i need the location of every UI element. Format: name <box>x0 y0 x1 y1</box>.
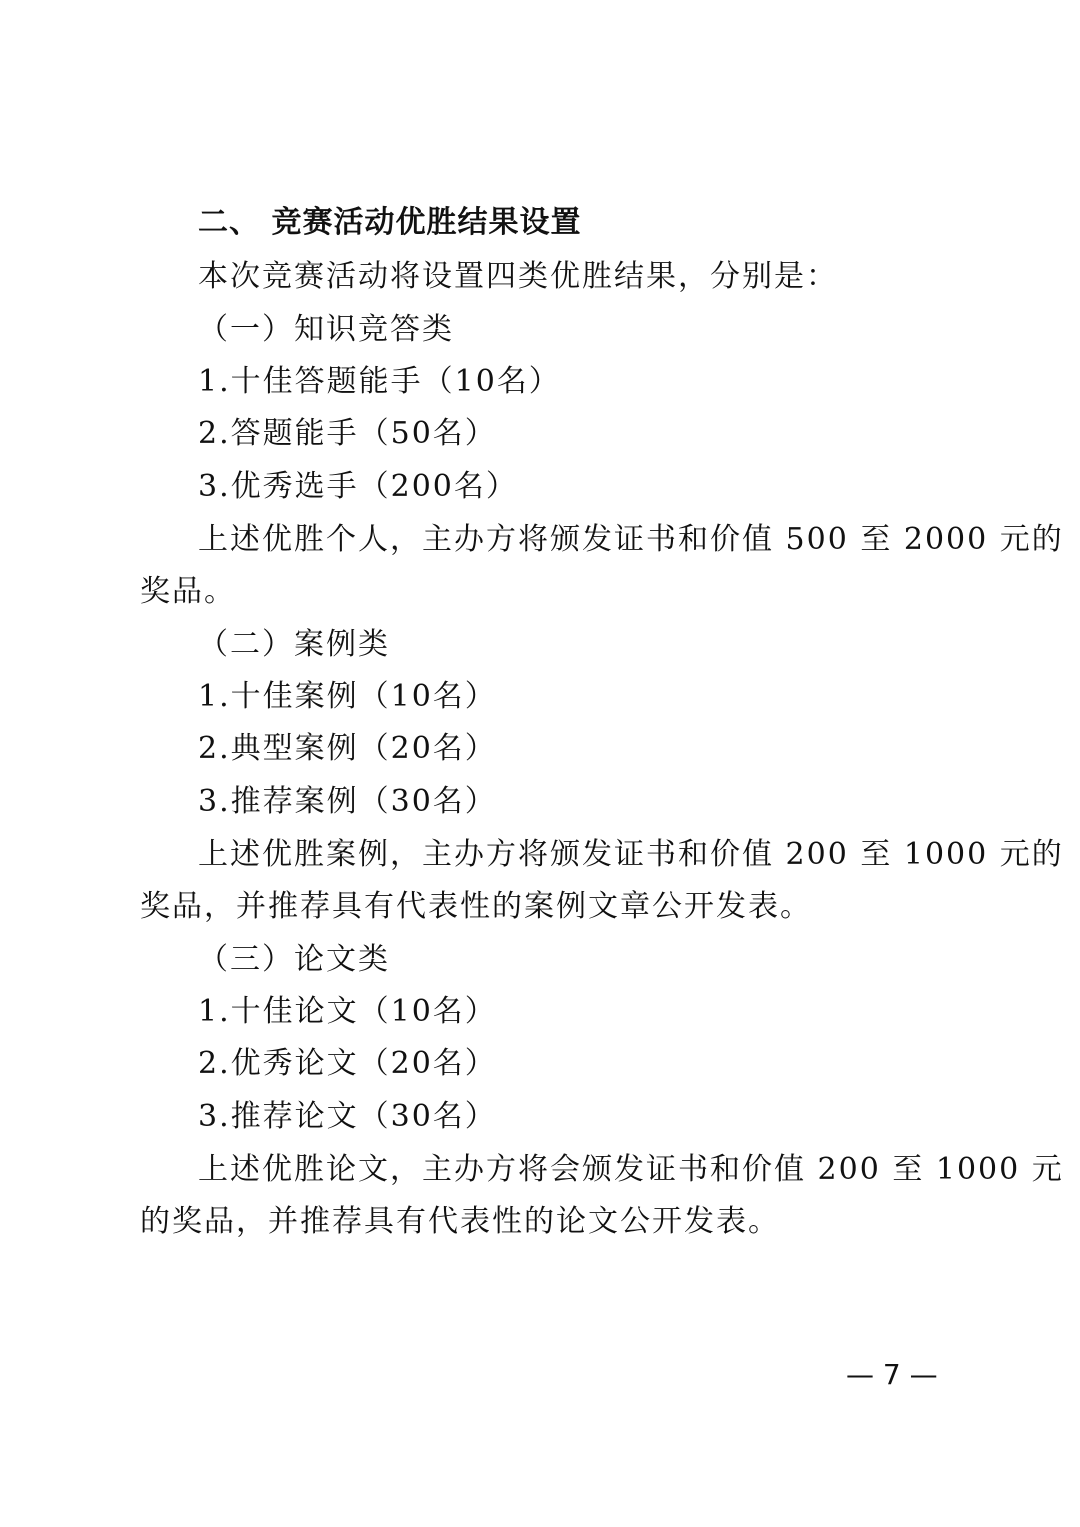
intro-paragraph: 本次竞赛活动将设置四类优胜结果，分别是： <box>198 259 838 294</box>
section-heading: 二、 竞赛活动优胜结果设置 <box>198 205 582 240</box>
list-item: 1.十佳答题能手（10名） <box>198 364 561 399</box>
list-item: 2.优秀论文（20名） <box>198 1046 497 1081</box>
award-note-line: 上述优胜论文，主办方将会颁发证书和价值 200 至 1000 元 <box>198 1152 1064 1187</box>
award-note-line: 奖品，并推荐具有代表性的案例文章公开发表。 <box>140 889 812 924</box>
list-item: 1.十佳论文（10名） <box>198 994 497 1029</box>
list-item: 2.答题能手（50名） <box>198 416 497 451</box>
award-note-line: 上述优胜案例，主办方将颁发证书和价值 200 至 1000 元的 <box>198 837 1064 872</box>
subsection-title-knowledge-quiz: （一）知识竞答类 <box>198 312 454 347</box>
subsection-title-papers: （三）论文类 <box>198 942 390 977</box>
subsection-title-cases: （二）案例类 <box>198 627 390 662</box>
award-note-line: 奖品。 <box>140 574 236 609</box>
page-number: — 7 — <box>846 1358 938 1391</box>
award-note-line: 上述优胜个人，主办方将颁发证书和价值 500 至 2000 元的 <box>198 522 1064 557</box>
award-note-line: 的奖品，并推荐具有代表性的论文公开发表。 <box>140 1204 780 1239</box>
list-item: 2.典型案例（20名） <box>198 731 497 766</box>
list-item: 1.十佳案例（10名） <box>198 679 497 714</box>
list-item: 3.推荐案例（30名） <box>198 784 497 819</box>
list-item: 3.推荐论文（30名） <box>198 1099 497 1134</box>
list-item: 3.优秀选手（200名） <box>198 469 518 504</box>
